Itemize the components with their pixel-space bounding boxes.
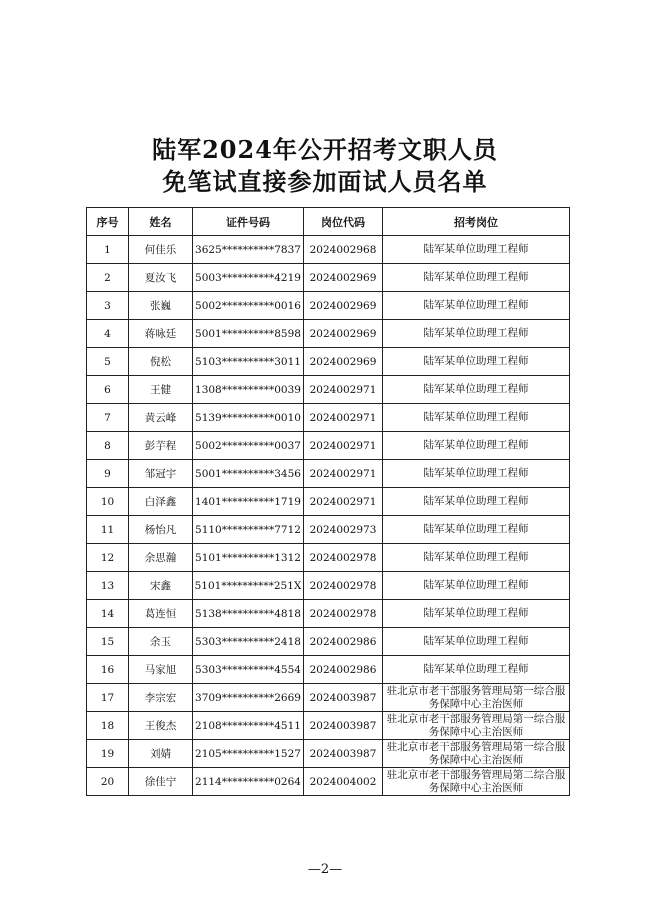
position-name: 陆军某单位助理工程师 [383,572,570,600]
position-name: 陆军某单位助理工程师 [383,292,570,320]
document-title-line-1: 陆军2024年公开招考文职人员 [152,135,498,164]
id-number: 5003**********4219 [193,264,304,292]
document-title-line-2: 免笔试直接参加面试人员名单 [162,167,488,196]
row-number: 12 [87,544,129,572]
candidate-name: 刘婧 [129,740,193,768]
row-number: 20 [87,768,129,796]
position-code: 2024002969 [304,264,383,292]
table-row [87,572,570,600]
header-position-code: 岗位代码 [304,208,383,236]
position-code: 2024002971 [304,404,383,432]
candidate-name: 彭芋程 [129,432,193,460]
page-number: —2— [307,862,343,877]
table-row [87,684,570,712]
table-row [87,544,570,572]
table-row [87,460,570,488]
candidate-name: 杨怡凡 [129,516,193,544]
table-row [87,376,570,404]
position-name: 陆军某单位助理工程师 [383,404,570,432]
candidate-name: 张巍 [129,292,193,320]
id-number: 3625**********7837 [193,236,304,264]
position-code: 2024002973 [304,516,383,544]
position-name: 陆军某单位助理工程师 [383,432,570,460]
id-number: 5002**********0016 [193,292,304,320]
candidate-name: 余思瀚 [129,544,193,572]
row-number: 11 [87,516,129,544]
position-code: 2024003987 [304,684,383,712]
table-row [87,264,570,292]
table-row [87,432,570,460]
candidate-name: 余玉 [129,628,193,656]
row-number: 1 [87,236,129,264]
candidate-name: 夏汝飞 [129,264,193,292]
row-number: 16 [87,656,129,684]
row-number: 6 [87,376,129,404]
id-number: 5110**********7712 [193,516,304,544]
id-number: 5101**********251X [193,572,304,600]
position-code: 2024002986 [304,628,383,656]
candidate-name: 邹冠宇 [129,460,193,488]
position-code: 2024002971 [304,488,383,516]
id-number: 2114**********0264 [193,768,304,796]
position-code: 2024002969 [304,348,383,376]
position-name: 陆军某单位助理工程师 [383,600,570,628]
table-header-row [87,208,570,236]
candidate-name: 李宗宏 [129,684,193,712]
id-number: 5303**********4554 [193,656,304,684]
position-code: 2024002986 [304,656,383,684]
candidate-name: 宋鑫 [129,572,193,600]
id-number: 5139**********0010 [193,404,304,432]
position-name: 驻北京市老干部服务管理局第一综合服务保障中心主治医师 [383,712,570,740]
row-number: 9 [87,460,129,488]
position-code: 2024002969 [304,292,383,320]
candidate-name: 白泽鑫 [129,488,193,516]
header-name: 姓名 [129,208,193,236]
position-name: 陆军某单位助理工程师 [383,264,570,292]
table-row [87,236,570,264]
id-number: 1308**********0039 [193,376,304,404]
candidate-name: 蒋咏廷 [129,320,193,348]
position-code: 2024002978 [304,600,383,628]
position-name: 陆军某单位助理工程师 [383,348,570,376]
row-number: 17 [87,684,129,712]
candidate-name: 倪松 [129,348,193,376]
row-number: 7 [87,404,129,432]
id-number: 1401**********1719 [193,488,304,516]
candidate-table [86,207,570,796]
table-row [87,320,570,348]
row-number: 19 [87,740,129,768]
table-row [87,348,570,376]
candidate-name: 马家旭 [129,656,193,684]
row-number: 2 [87,264,129,292]
position-name: 驻北京市老干部服务管理局第一综合服务保障中心主治医师 [383,684,570,712]
row-number: 3 [87,292,129,320]
position-name: 陆军某单位助理工程师 [383,516,570,544]
table-row [87,768,570,796]
table-row [87,628,570,656]
row-number: 10 [87,488,129,516]
position-name: 陆军某单位助理工程师 [383,488,570,516]
id-number: 2108**********4511 [193,712,304,740]
position-name: 陆军某单位助理工程师 [383,376,570,404]
position-name: 陆军某单位助理工程师 [383,236,570,264]
row-number: 14 [87,600,129,628]
candidate-name: 徐佳宁 [129,768,193,796]
candidate-name: 葛连恒 [129,600,193,628]
table-row [87,488,570,516]
position-code: 2024003987 [304,740,383,768]
id-number: 5138**********4818 [193,600,304,628]
position-name: 陆军某单位助理工程师 [383,628,570,656]
row-number: 18 [87,712,129,740]
position-code: 2024002971 [304,376,383,404]
position-name: 陆军某单位助理工程师 [383,460,570,488]
header-no: 序号 [87,208,129,236]
table-row [87,740,570,768]
row-number: 13 [87,572,129,600]
id-number: 5002**********0037 [193,432,304,460]
row-number: 4 [87,320,129,348]
position-code: 2024002971 [304,432,383,460]
table-row [87,516,570,544]
position-name: 陆军某单位助理工程师 [383,656,570,684]
id-number: 5101**********1312 [193,544,304,572]
row-number: 15 [87,628,129,656]
id-number: 5303**********2418 [193,628,304,656]
id-number: 5001**********8598 [193,320,304,348]
candidate-name: 何佳乐 [129,236,193,264]
position-code: 2024002978 [304,544,383,572]
header-id-number: 证件号码 [193,208,304,236]
table-row [87,600,570,628]
header-position: 招考岗位 [383,208,570,236]
id-number: 2105**********1527 [193,740,304,768]
row-number: 8 [87,432,129,460]
table-row [87,656,570,684]
position-name: 驻北京市老干部服务管理局第一综合服务保障中心主治医师 [383,740,570,768]
candidate-name: 王俊杰 [129,712,193,740]
table-row [87,712,570,740]
position-name: 陆军某单位助理工程师 [383,320,570,348]
position-code: 2024004002 [304,768,383,796]
candidate-name: 王健 [129,376,193,404]
position-code: 2024002978 [304,572,383,600]
table-row [87,292,570,320]
row-number: 5 [87,348,129,376]
position-code: 2024002971 [304,460,383,488]
id-number: 5001**********3456 [193,460,304,488]
position-code: 2024002969 [304,320,383,348]
candidate-name: 黄云峰 [129,404,193,432]
position-name: 陆军某单位助理工程师 [383,544,570,572]
id-number: 3709**********2669 [193,684,304,712]
position-name: 驻北京市老干部服务管理局第二综合服务保障中心主治医师 [383,768,570,796]
position-code: 2024003987 [304,712,383,740]
table-row [87,404,570,432]
id-number: 5103**********3011 [193,348,304,376]
position-code: 2024002968 [304,236,383,264]
